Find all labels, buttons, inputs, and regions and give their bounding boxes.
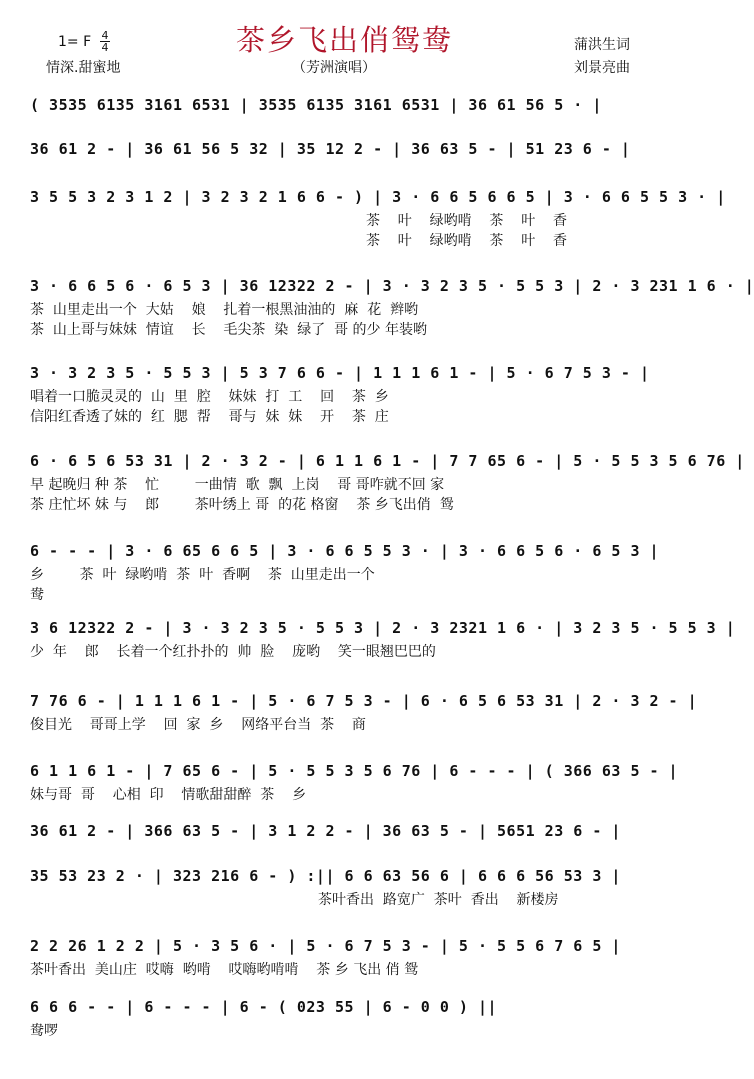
notation-line: 7 76 6 - | 1 1 1 6 1 - | 5 · 6 7 5 3 - | 6 · 6 5 6 53 31 | 2 · 3 2 - |: [30, 692, 698, 710]
lyric-line: 乡 茶 叶 绿哟啃 茶 叶 香啊 茶 山里走出一个: [30, 567, 375, 583]
notation-line: ( 3535 6135 3161 6531 | 3535 6135 3161 6531 | 36 61 56 5 · |: [30, 96, 602, 114]
lyric-line: 茶叶香出 美山庄 哎嗨 哟啃 哎嗨哟啃啃 茶 乡 飞出 俏 鸳: [30, 962, 419, 978]
lyric-line: 信阳红香透了妹的 红 腮 帮 哥与 妹 妹 开 茶 庄: [30, 409, 389, 425]
song-title: 茶乡飞出俏鸳鸯: [235, 23, 453, 57]
notation-line: 6 6 6 - - | 6 - - - | 6 - ( 023 55 | 6 - 0 0 ) ||: [30, 998, 498, 1016]
lyric-line: 俊目光 哥哥上学 回 家 乡 网络平台当 茶 商: [30, 717, 366, 733]
notation-line: 36 61 2 - | 366 63 5 - | 3 1 2 2 - | 36 63 5 - | 5651 23 6 - |: [30, 822, 621, 840]
notation-line: 35 53 23 2 · | 323 216 6 - ) :|| 6 6 63 56 6 | 6 6 6 56 53 3 |: [30, 867, 621, 885]
time-signature-bottom: 4: [101, 41, 109, 54]
notation-line: 3 5 5 3 2 3 1 2 | 3 2 3 2 1 6 6 - ) | 3 · 6 6 5 6 6 5 | 3 · 6 6 5 5 3 · |: [30, 188, 726, 206]
notation-line: 36 61 2 - | 36 61 56 5 32 | 35 12 2 - | 36 63 5 - | 51 23 6 - |: [30, 140, 631, 158]
time-signature-top: 4: [101, 29, 109, 42]
lyric-line: 妹与哥 哥 心相 印 情歌甜甜醉 茶 乡: [30, 787, 307, 803]
notation-line: 2 2 26 1 2 2 | 5 · 3 5 6 · | 5 · 6 7 5 3 - | 5 · 5 5 6 7 6 5 |: [30, 937, 621, 955]
lyric-line: 茶 山上哥与妹妹 情谊 长 毛尖茶 染 绿了 哥 的少 年装哟: [30, 322, 428, 338]
notation-line: 6 1 1 6 1 - | 7 65 6 - | 5 · 5 5 3 5 6 76 | 6 - - - | ( 366 63 5 - |: [30, 762, 679, 780]
notation-line: 3 · 6 6 5 6 · 6 5 3 | 36 12322 2 - | 3 · 3 2 3 5 · 5 5 3 | 2 · 3 231 1 6 · |: [30, 277, 754, 295]
lyric-line: 少 年 郎 长着一个红扑扑的 帅 脸 庞哟 笑一眼翘巴巴的: [30, 644, 436, 660]
lyric-line: 鸯: [30, 587, 44, 603]
time-signature: [98, 30, 112, 53]
notation-line: 3 6 12322 2 - | 3 · 3 2 3 5 · 5 5 3 | 2 · 3 2321 1 6 · | 3 2 3 5 · 5 5 3 |: [30, 619, 736, 637]
lyric-line: 鸯啰: [30, 1023, 58, 1039]
lyric-line: 茶 庄忙坏 妹 与 郎 茶叶绣上 哥 的花 格窗 茶 乡飞出俏 鸳: [30, 497, 454, 513]
notation-line: 6 · 6 5 6 53 31 | 2 · 3 2 - | 6 1 1 6 1 - | 7 7 65 6 - | 5 · 5 5 3 5 6 76 |: [30, 452, 745, 470]
notation-line: 6 - - - | 3 · 6 65 6 6 5 | 3 · 6 6 5 5 3 · | 3 · 6 6 5 6 · 6 5 3 |: [30, 542, 660, 560]
performance-mood: 情深.甜蜜地: [46, 60, 121, 76]
lyric-line: 茶 山里走出一个 大姑 娘 扎着一根黑油油的 麻 花 辫哟: [30, 302, 419, 318]
singer-credit: （芳洲演唱）: [292, 60, 376, 76]
lyric-line: 茶叶香出 路宽广 茶叶 香出 新楼房: [318, 892, 559, 908]
key-signature: 1= F: [58, 34, 92, 50]
lyric-line: 茶 叶 绿哟啃 茶 叶 香: [366, 213, 568, 229]
composer-credit: 刘景亮曲: [574, 60, 630, 76]
lyricist-credit: 蒲洪生词: [574, 37, 630, 53]
notation-line: 3 · 3 2 3 5 · 5 5 3 | 5 3 7 6 6 - | 1 1 1 6 1 - | 5 · 6 7 5 3 - |: [30, 364, 650, 382]
lyric-line: 早 起晚归 种 茶 忙 一曲情 歌 飘 上岗 哥 哥咋就不回 家: [30, 477, 445, 493]
lyric-line: 唱着一口脆灵灵的 山 里 腔 妹妹 打 工 回 茶 乡: [30, 389, 389, 405]
lyric-line: 茶 叶 绿哟啃 茶 叶 香: [366, 233, 568, 249]
